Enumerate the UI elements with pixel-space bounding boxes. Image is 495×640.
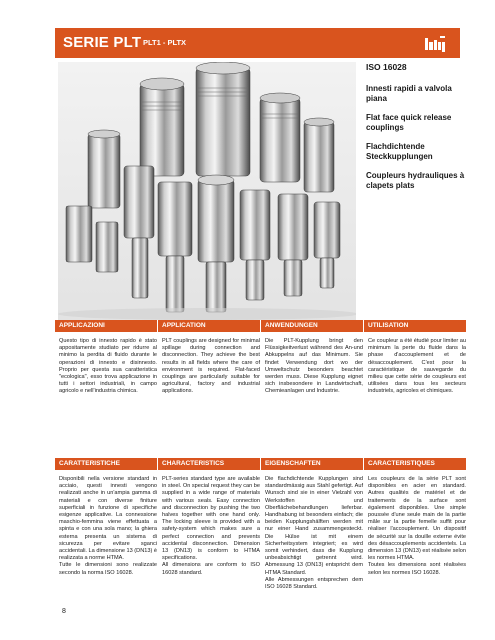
- heading-french: Coupleurs hydrauliques à clapets plats: [366, 171, 465, 190]
- header-bar: [55, 28, 460, 58]
- header-eigenschaften: EIGENSCHAFTEN: [261, 458, 363, 470]
- header-caratteristiche: CARATTERISTICHE: [55, 458, 157, 470]
- header-application: APPLICATION: [158, 320, 260, 332]
- heading-english: Flat face quick release couplings: [366, 113, 452, 132]
- page-subtitle: PLT1 - PLTX: [143, 38, 187, 47]
- header-characteristics: CHARACTERISTICS: [158, 458, 260, 470]
- text-application: PLT couplings are designed for minimal spillage during connection and disconnection. They achieve the best results in all fields where the care of environment is required. Flat-faced couplings are particularly suitable for agricultural, factory and industrial applications.: [162, 338, 260, 395]
- text-characteristics: PLT-series standard type are available in steel. On special request they can be supplied in a wide range of materials with various seals. Easy connection and disconnection by pushing the two halves together with one hand only. The locking sleeve is provided with a safety-system which makes sure a perfect connection and prevents accidental disconnection. Dimension 13 (DN13) is conform to HTMA specifications. All dimensions are conform to ISO 16028 standard.: [162, 476, 260, 576]
- text-caracteristiques: Les coupleurs de la série PLT sont disponibles en acier en standard. Autres qualités de matériel et de traitements de la surface sont également disponibles. Une simple poussée d'une seule main de la partie mâle sur la partie femelle suffit pour réaliser l'accouplement. Un dispositif de sécurité sur la douille externe évite des désaccouplements accidentels. La dimension 13 (DN13) est réalisée selon les normes HTMA. Toutes les dimensions sont réalisées selon les normes ISO 16028.: [368, 476, 466, 576]
- heading-german: Flachdichtende Steckkupplungen: [366, 142, 433, 161]
- heading-italian: Innesti rapidi a valvola piana: [366, 84, 452, 103]
- company-logo-icon: [424, 34, 446, 52]
- product-headings: [366, 62, 470, 200]
- characteristics-section: [55, 458, 475, 591]
- page-number: 8: [62, 608, 66, 615]
- text-caratteristiche: Disponibili nella versione standard in acciaio, questi innesti vengono realizzati anche in un'ampia gamma di materiali e con diverse finiture superficiali in funzione di specifiche esigenze applicative. La connessione maschio-femmina viene effettuata a spinta e con una sola mano; la ghiera esterna presenta un sistema di sicurezza per evitare sganci accidentali. La dimensione 13 (DN13) è realizzata a norme HTMA. Tutte le dimensioni sono realizzate secondo la norma ISO 16028.: [59, 476, 157, 576]
- text-eigenschaften: Die flachdichtende Kupplungen sind standardmässig aus Stahl gefertigt. Auf Wunsch sind sie in einer Vielzahl von Werkstoffen und Oberflächebehandlungen lieferbar. Handhabung ist besonders einfach; die beiden Kupplungshälften werden mit nur einer Hand zusammengesteckt. Die Hülse ist mit einem Sicherheitsystem integriert; es wird somit verhindert, dass die Kupplung unbeabsichtigt getrennt wird. Abmessung 13 (DN13) entspricht dem HTMA Standard. Alle Abmessungen entsprechen dem ISO 16028 Standard.: [265, 476, 363, 591]
- header-utilisation: UTILISATION: [364, 320, 466, 332]
- text-utilisation: Ce coupleur a été étudié pour limiter au minimum la perte du fluide dans la phase d'accouplement et de désaccouplement. C'est pour la caractéristique de sauvegarde du milieu que cette série de coupleurs est utilisées dans tous les secteurs industriels, agricoles et chimiques.: [368, 338, 466, 395]
- coupling-product-photo: [58, 62, 356, 320]
- header-caracteristiques: CARACTERISTIQUES: [364, 458, 466, 470]
- text-applicazioni: Questo tipo di innesto rapido è stato appositamente studiato per ridurre al minimo la perdita di fluido durante le operazioni di innesto e disinnesto. Proprio per questa sua caratteristica "ecologica", esso trova applicazione in tutti i settori industriali, in campo agricolo e nell'industria chimica.: [59, 338, 157, 395]
- header-applicazioni: APPLICAZIONI: [55, 320, 157, 332]
- applications-section: [55, 320, 475, 395]
- page-title: SERIE PLT: [63, 34, 142, 51]
- applications-header-row: [55, 320, 475, 332]
- characteristics-header-row: [55, 458, 475, 470]
- text-anwendungen: Die PLT-Kupplung bringt den Flüssigkeitverlust während des An-und Abkuppelns auf das Minimum. Sie findet Verwendung dort wo der Umweltschutz besonders beachtet werden muss. Diese Kupplung eignet sich insbesondere in Landwirtschaft, Chemieanlagen und Industrie.: [265, 338, 363, 395]
- header-anwendungen: ANWENDUNGEN: [261, 320, 363, 332]
- iso-standard-label: ISO 16028: [366, 62, 407, 72]
